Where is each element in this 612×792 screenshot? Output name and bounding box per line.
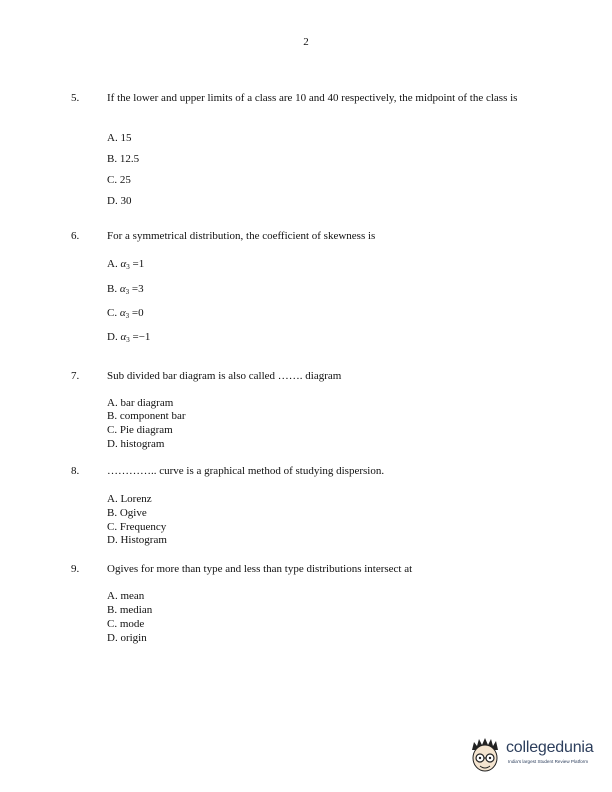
question-6-text: For a symmetrical distribution, the coefficient of skewness is (107, 230, 376, 242)
question-5-option-c: C. 25 (107, 174, 131, 186)
question-5-text: If the lower and upper limits of a class are 10 and 40 respectively, the midpoint of the class is (107, 92, 518, 104)
question-7-option-b: B. component bar (107, 410, 186, 422)
question-5-option-a: A. 15 (107, 132, 132, 144)
question-8-text: ………….. curve is a graphical method of studying dispersion. (107, 465, 385, 477)
collegedunia-logo[interactable] (468, 736, 604, 776)
logo-tagline: India's largest Student Review Platform (508, 759, 589, 764)
question-8-option-d: D. Histogram (107, 534, 167, 546)
question-6-option-a: A. $\alpha_3 =1$ (107, 258, 145, 271)
question-7-option-d: D. histogram (107, 438, 165, 450)
mascot-face-icon (468, 736, 502, 776)
question-6-option-c: C. $\alpha_3 =0$ (107, 307, 144, 320)
question-8-number: 8. (71, 465, 80, 477)
question-5-number: 5. (71, 92, 80, 104)
question-9-text: Ogives for more than type and less than type distributions intersect at (107, 563, 413, 575)
question-6-option-b: B. $\alpha_3 =3$ (107, 283, 144, 296)
question-8-option-b: B. Ogive (107, 507, 147, 519)
question-5-option-b: B. 12.5 (107, 153, 140, 165)
question-6-number: 6. (71, 230, 80, 242)
page-number: 2 (303, 36, 309, 48)
question-9-option-b: B. median (107, 604, 153, 616)
logo-name: collegedunia (506, 739, 594, 756)
question-9-number: 9. (71, 563, 80, 575)
question-8-option-a: A. Lorenz (107, 493, 152, 505)
question-9-option-c: C. mode (107, 618, 145, 630)
question-5-option-d: D. 30 (107, 195, 132, 207)
question-7-text: Sub divided bar diagram is also called ……. diagram (107, 370, 342, 382)
question-7-number: 7. (71, 370, 80, 382)
question-6-option-d: D. $\alpha_3 =-1$ (107, 331, 151, 344)
question-8-option-c: C. Frequency (107, 521, 167, 533)
question-9-option-a: A. mean (107, 590, 145, 602)
question-7-option-a: A. bar diagram (107, 397, 174, 409)
question-7-option-c: C. Pie diagram (107, 424, 173, 436)
question-9-option-d: D. origin (107, 632, 147, 644)
